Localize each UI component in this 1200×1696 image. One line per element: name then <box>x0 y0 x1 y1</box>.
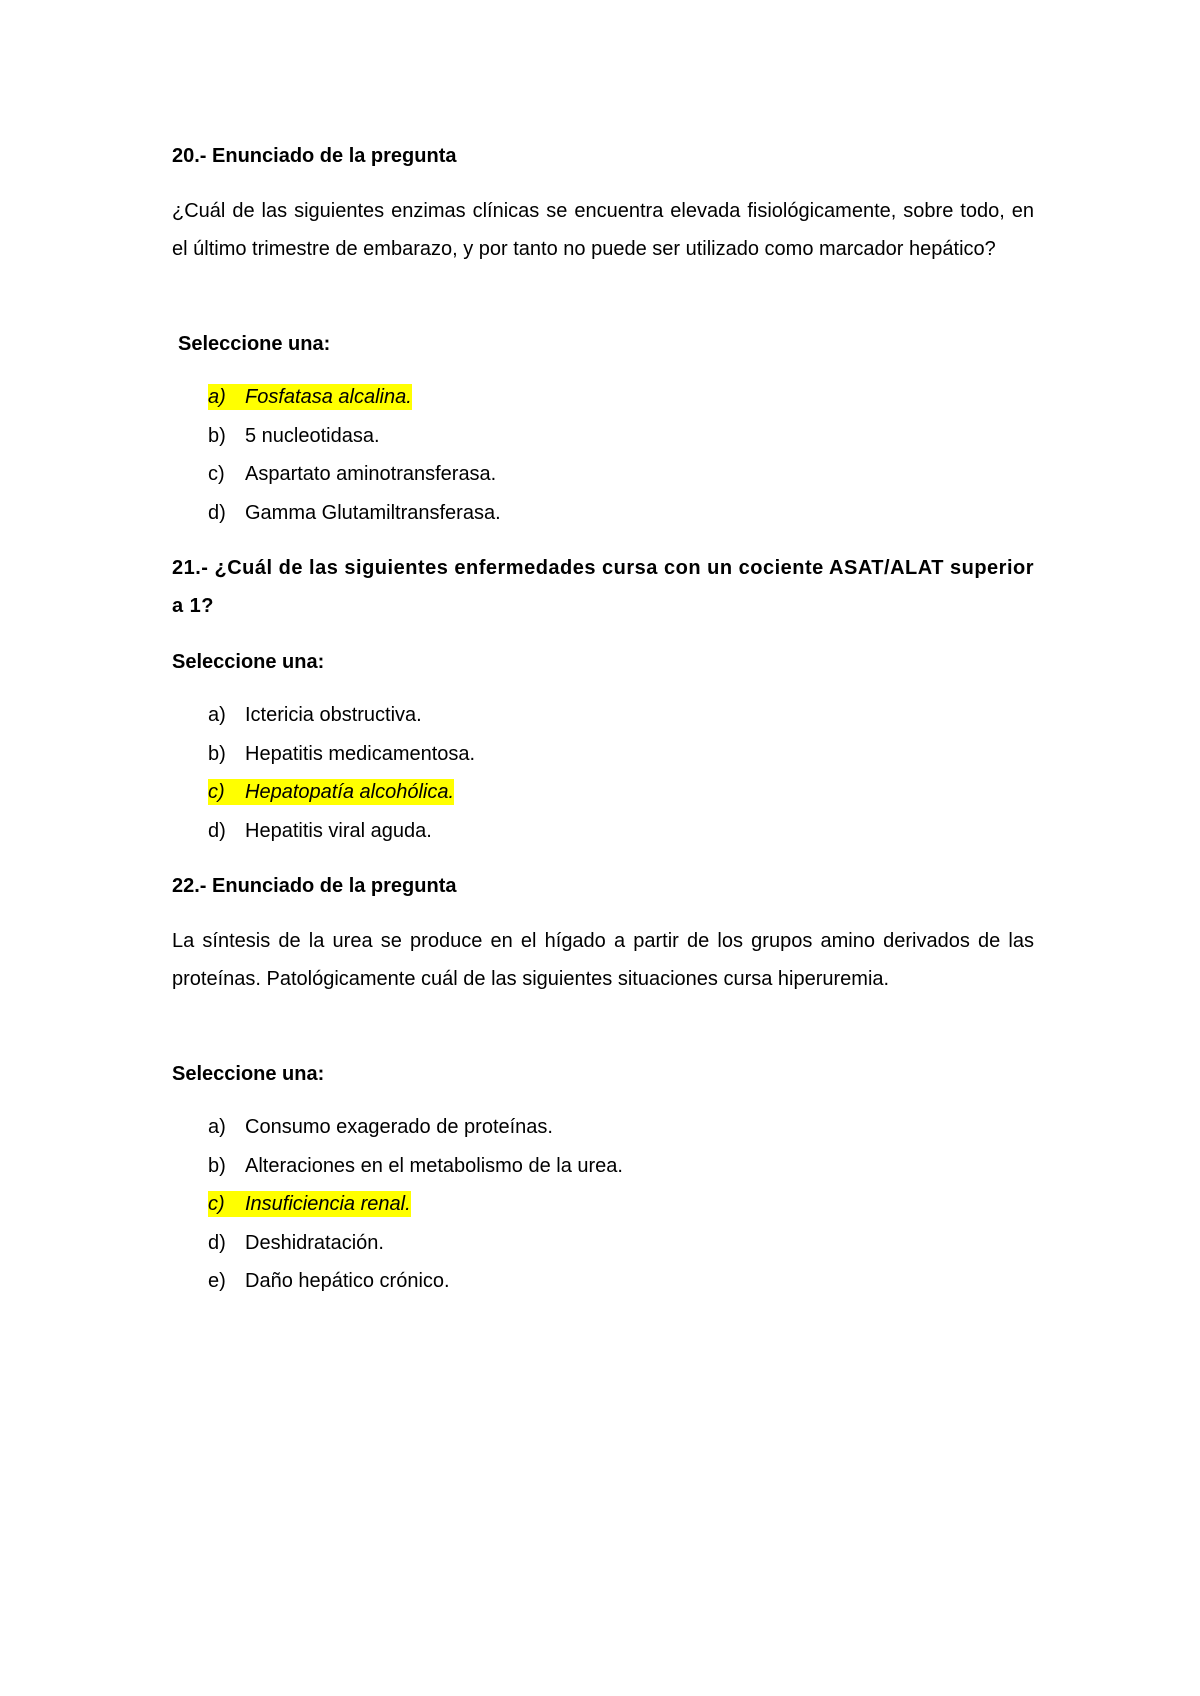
option-text: Hepatopatía alcohólica. <box>245 781 455 803</box>
question-22-options <box>208 1108 623 1301</box>
option-text: Aspartato aminotransferasa. <box>245 463 497 485</box>
option-letter: b) <box>208 742 226 765</box>
option-letter: a) <box>208 704 226 726</box>
question-22-select-label: Seleccione una: <box>172 1063 325 1085</box>
question-20-option-d <box>208 494 501 533</box>
option-letter: b) <box>208 1154 226 1177</box>
question-21-option-a <box>208 696 475 735</box>
question-21-options <box>208 696 475 850</box>
question-22-text: La síntesis de la urea se produce en el hígado a partir de los grupos amino derivados de las proteínas. Patológicamente cuál de las siguientes situaciones cursa hiperuremia. <box>172 930 1034 990</box>
option-letter: c) <box>208 1193 225 1215</box>
question-20-option-c <box>208 455 501 494</box>
option-text: Hepatitis medicamentosa. <box>245 742 476 765</box>
question-21-option-b <box>208 735 475 774</box>
question-20-option-a <box>208 378 501 417</box>
option-letter: b) <box>208 424 226 447</box>
question-22-title: 22.- Enunciado de la pregunta <box>172 875 457 897</box>
option-text: Deshidratación. <box>245 1231 384 1254</box>
option-letter: a) <box>208 1116 226 1138</box>
question-22-option-c <box>208 1185 623 1224</box>
option-text: Insuficiencia renal. <box>245 1193 411 1215</box>
question-22-option-e <box>208 1262 623 1301</box>
option-text: Gamma Glutamiltransferasa. <box>245 501 501 524</box>
option-letter: a) <box>208 386 226 408</box>
question-20-select-label: Seleccione una: <box>178 333 331 355</box>
option-text: Daño hepático crónico. <box>245 1270 450 1292</box>
question-22-option-a <box>208 1108 623 1147</box>
option-letter: e) <box>208 1270 226 1292</box>
question-21-select-label: Seleccione una: <box>172 651 325 673</box>
question-21-option-d <box>208 812 475 851</box>
option-letter: c) <box>208 463 225 485</box>
question-20-options <box>208 378 501 532</box>
question-20-title: 20.- Enunciado de la pregunta <box>172 145 457 167</box>
option-text: Fosfatasa alcalina. <box>245 386 412 408</box>
question-22-option-d <box>208 1224 623 1263</box>
question-21-option-c <box>208 773 475 812</box>
option-text: 5 nucleotidasa. <box>245 424 380 447</box>
option-letter: d) <box>208 501 226 524</box>
question-22-option-b <box>208 1147 623 1186</box>
option-text: Consumo exagerado de proteínas. <box>245 1116 553 1138</box>
option-text: Hepatitis viral aguda. <box>245 819 432 842</box>
question-20-text: ¿Cuál de las siguientes enzimas clínicas se encuentra elevada fisiológicamente, sobre todo, en el último trimestre de embarazo, y por tanto no puede ser utilizado como marcador hepático? <box>172 200 1034 260</box>
question-20-option-b <box>208 417 501 456</box>
question-21-title: 21.- ¿Cuál de las siguientes enfermedades cursa con un cociente ASAT/ALAT superior a 1? <box>172 557 1034 617</box>
option-text: Ictericia obstructiva. <box>245 704 422 726</box>
option-letter: d) <box>208 819 226 842</box>
option-text: Alteraciones en el metabolismo de la urea. <box>245 1154 623 1177</box>
option-letter: d) <box>208 1231 226 1254</box>
option-letter: c) <box>208 781 225 803</box>
